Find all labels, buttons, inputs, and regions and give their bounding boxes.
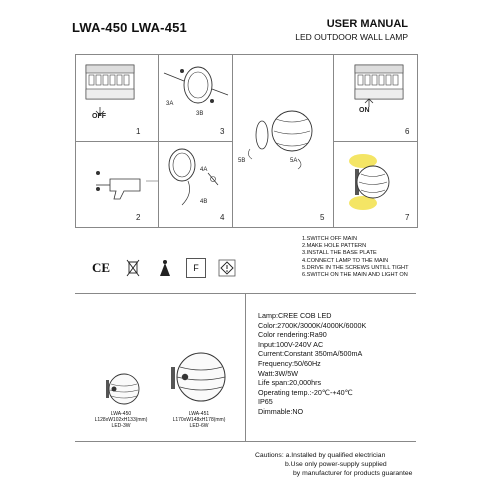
spec-line: Current:Constant 350mA/500mA	[258, 349, 363, 359]
spec-line: Operating temp.:-20℃-+40℃	[258, 387, 353, 397]
instruction-line: 4.CONNECT LAMP TO THE MAIN	[302, 257, 389, 264]
product-dimensions: L170xW148xH178(mm)	[172, 417, 226, 424]
product-lwa-450-caption	[86, 411, 156, 430]
spec-line: Dimmable:NO	[258, 406, 304, 416]
installation-steps-grid	[75, 54, 418, 228]
f-mark-icon: F	[186, 258, 206, 278]
spec-line: Color rendering:Ra90	[258, 330, 327, 340]
step-4-panel	[158, 141, 232, 227]
document-title: USER MANUAL	[326, 18, 408, 30]
drill-hole-illustration	[76, 141, 158, 227]
switch-on-label: ON	[359, 107, 370, 114]
step-number: 7	[405, 213, 410, 222]
step-3-panel	[158, 55, 232, 141]
product-dimensions: L128xW102xH133(mm)	[94, 417, 148, 424]
spec-line: Color:2700K/3000K/4000K/6000K	[258, 320, 367, 330]
spec-line: IP65	[258, 397, 273, 407]
installation-instructions	[302, 236, 409, 279]
step-number: 2	[136, 213, 141, 222]
product-lwa-451-caption	[162, 411, 236, 430]
model-number: LWA-450 LWA-451	[72, 20, 187, 35]
step-number: 1	[136, 127, 141, 136]
cautions-notice	[255, 451, 412, 478]
terminal-block-off-illustration	[76, 55, 158, 141]
spec-line: Watt:3W/5W	[258, 368, 299, 378]
spec-line: Life span:20,000hrs	[258, 378, 322, 388]
switch-off-label: OFF	[92, 113, 106, 120]
product-power: LED-3W	[111, 423, 131, 430]
product-lwa-450-image	[100, 368, 144, 410]
callout-5a: 5A	[290, 158, 298, 164]
step-number: 3	[220, 127, 225, 136]
section-divider	[75, 441, 416, 442]
step-5-panel	[232, 55, 333, 227]
spec-line: Input:100V-240V AC	[258, 339, 324, 349]
certification-icons	[90, 254, 238, 282]
instruction-line: 1.SWITCH OFF MAIN	[302, 236, 358, 242]
instruction-line: 6.SWITCH ON THE MAIN AND LIGHT ON	[302, 272, 408, 279]
mount-lamp-illustration	[232, 55, 333, 227]
section-divider	[245, 293, 246, 441]
step-1-panel	[76, 55, 158, 141]
instruction-line: 3.INSTALL THE BASE PLATE	[302, 250, 377, 257]
safety-diamond-icon	[216, 257, 238, 279]
ce-mark-icon: CE	[91, 260, 111, 275]
step-2-panel	[76, 141, 158, 227]
callout-5b: 5B	[238, 158, 246, 164]
product-power: LED-6W	[189, 423, 209, 430]
product-model: LWA-451	[188, 411, 210, 417]
caution-line: b.Use only power-supply supplied	[285, 461, 387, 468]
callout-3a: 3A	[166, 101, 174, 107]
step-number: 6	[405, 127, 410, 136]
instruction-line: 5.DRIVE IN THE SCREWS UNTILL TIGHT	[302, 264, 409, 271]
caution-line: Cautions: a.Installed by qualified electrician	[255, 452, 386, 459]
product-lwa-451-image	[165, 345, 231, 409]
step-number: 5	[320, 213, 325, 222]
callout-4b: 4B	[200, 199, 208, 205]
callout-4a: 4A	[200, 167, 208, 173]
document-subtitle: LED OUTDOOR WALL LAMP	[295, 32, 408, 42]
specifications-list	[258, 311, 366, 417]
weee-bin-icon	[122, 257, 144, 279]
step-number: 4	[220, 213, 225, 222]
product-model: LWA-450	[110, 411, 132, 417]
spec-line: Lamp:CREE COB LED	[258, 311, 332, 320]
instruction-line: 2.MAKE HOLE PATTERN	[302, 243, 367, 250]
step-6-panel	[333, 55, 417, 141]
callout-3b: 3B	[196, 111, 204, 117]
spec-line: Frequency:50/60Hz	[258, 358, 321, 368]
lamp-symbol-icon	[154, 257, 176, 279]
caution-line: by manufacturer for products guarantee	[293, 470, 413, 477]
step-7-panel	[333, 141, 417, 227]
